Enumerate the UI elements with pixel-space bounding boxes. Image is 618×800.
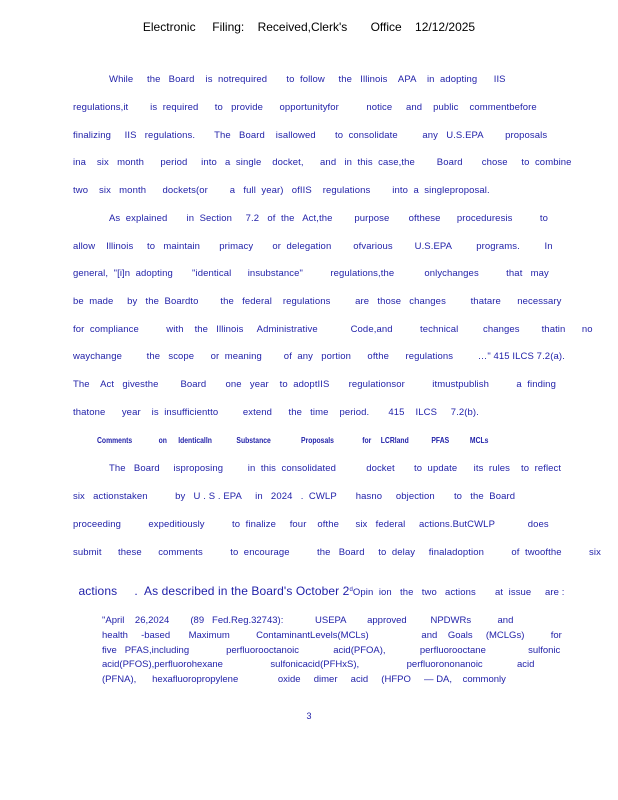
paragraph-line: regulations,it is required to provide opportunityfor notice and public commentbefore [73, 102, 537, 113]
paragraph-line: The Board isproposing in this consolidated docket to update its rules to reflect [109, 463, 562, 474]
filing-header: Electronic Filing: Received,Clerk's Office 12/12/2025 [142, 20, 476, 34]
page-number: 3 [306, 711, 312, 721]
paragraph-line: for compliance with the Illinois Administrative Code,and technical changes thatin no [73, 324, 593, 335]
paragraph-line: allow Illinois to maintain primacy or delegation ofvarious U.S.EPA programs. In [73, 241, 553, 252]
paragraph-line: submit these comments to encourage the Board to delay finaladoption of twoofthe six [73, 547, 601, 558]
paragraph-line: The Act givesthe Board one year to adoptIIS regulationsor itmustpublish a finding [73, 379, 556, 390]
paragraph-line: ina six month period into a single docket, and in this case,the Board chose to combine [73, 157, 572, 168]
section-heading: Comments on IdenticalIn Substance Proposals for LCRland PFAS MCLs [97, 436, 489, 445]
block-quote-line: health -based Maximum ContaminantLevels(MCLs) and Goals (MCLGs) for [102, 630, 562, 641]
paragraph-line: thatone year is insufficientto extend the time period. 415 ILCS 7.2(b). [73, 407, 479, 418]
block-quote-line: "April 26,2024 (89 Fed.Reg.32743): USEPA approved NPDWRs and [102, 615, 514, 626]
paragraph-line: As explained in Section 7.2 of the Act,the purpose ofthese proceduresis to [109, 213, 548, 224]
paragraph-line: six actionstaken by U . S . EPA in 2024 . CWLP hasno objection to the Board [73, 491, 516, 502]
paragraph-line [73, 573, 565, 598]
paragraph-line: waychange the scope or meaning of any portion ofthe regulations …" 415 ILCS 7.2(a). [73, 351, 565, 362]
paragraph-line: proceeding expeditiously to finalize four ofthe six federal actions.ButCWLP does [73, 519, 549, 530]
paragraph-line-text: actions . As described in the Board's October 2 [78, 584, 350, 598]
paragraph-line: While the Board is notrequired to follow the Illinois APA in adopting IIS [109, 74, 506, 85]
block-quote-line: five PFAS,including perfluorooctanoic acid(PFOA), perfluorooctane sulfonic [102, 645, 561, 656]
paragraph-line-text: Opin ion the two actions at issue are : [352, 587, 565, 598]
paragraph-line: finalizing IIS regulations. The Board isallowed to consolidate any U.S.EPA proposals [73, 130, 548, 141]
superscript: d [349, 586, 353, 593]
block-quote-line: (PFNA), hexafluoropropylene oxide dimer acid (HFPO — DA, commonly [102, 674, 506, 685]
paragraph-line: general, "[i]n adopting "identical insubstance" regulations,the onlychanges that may [73, 268, 549, 279]
block-quote-line: acid(PFOS),perfluorohexane sulfonicacid(PFHxS), perfluorononanoic acid [102, 659, 535, 670]
paragraph-line: be made by the Boardto the federal regulations are those changes thatare necessary [73, 296, 562, 307]
paragraph-line: two six month dockets(or a full year) ofIIS regulations into a singleproposal. [73, 185, 490, 196]
